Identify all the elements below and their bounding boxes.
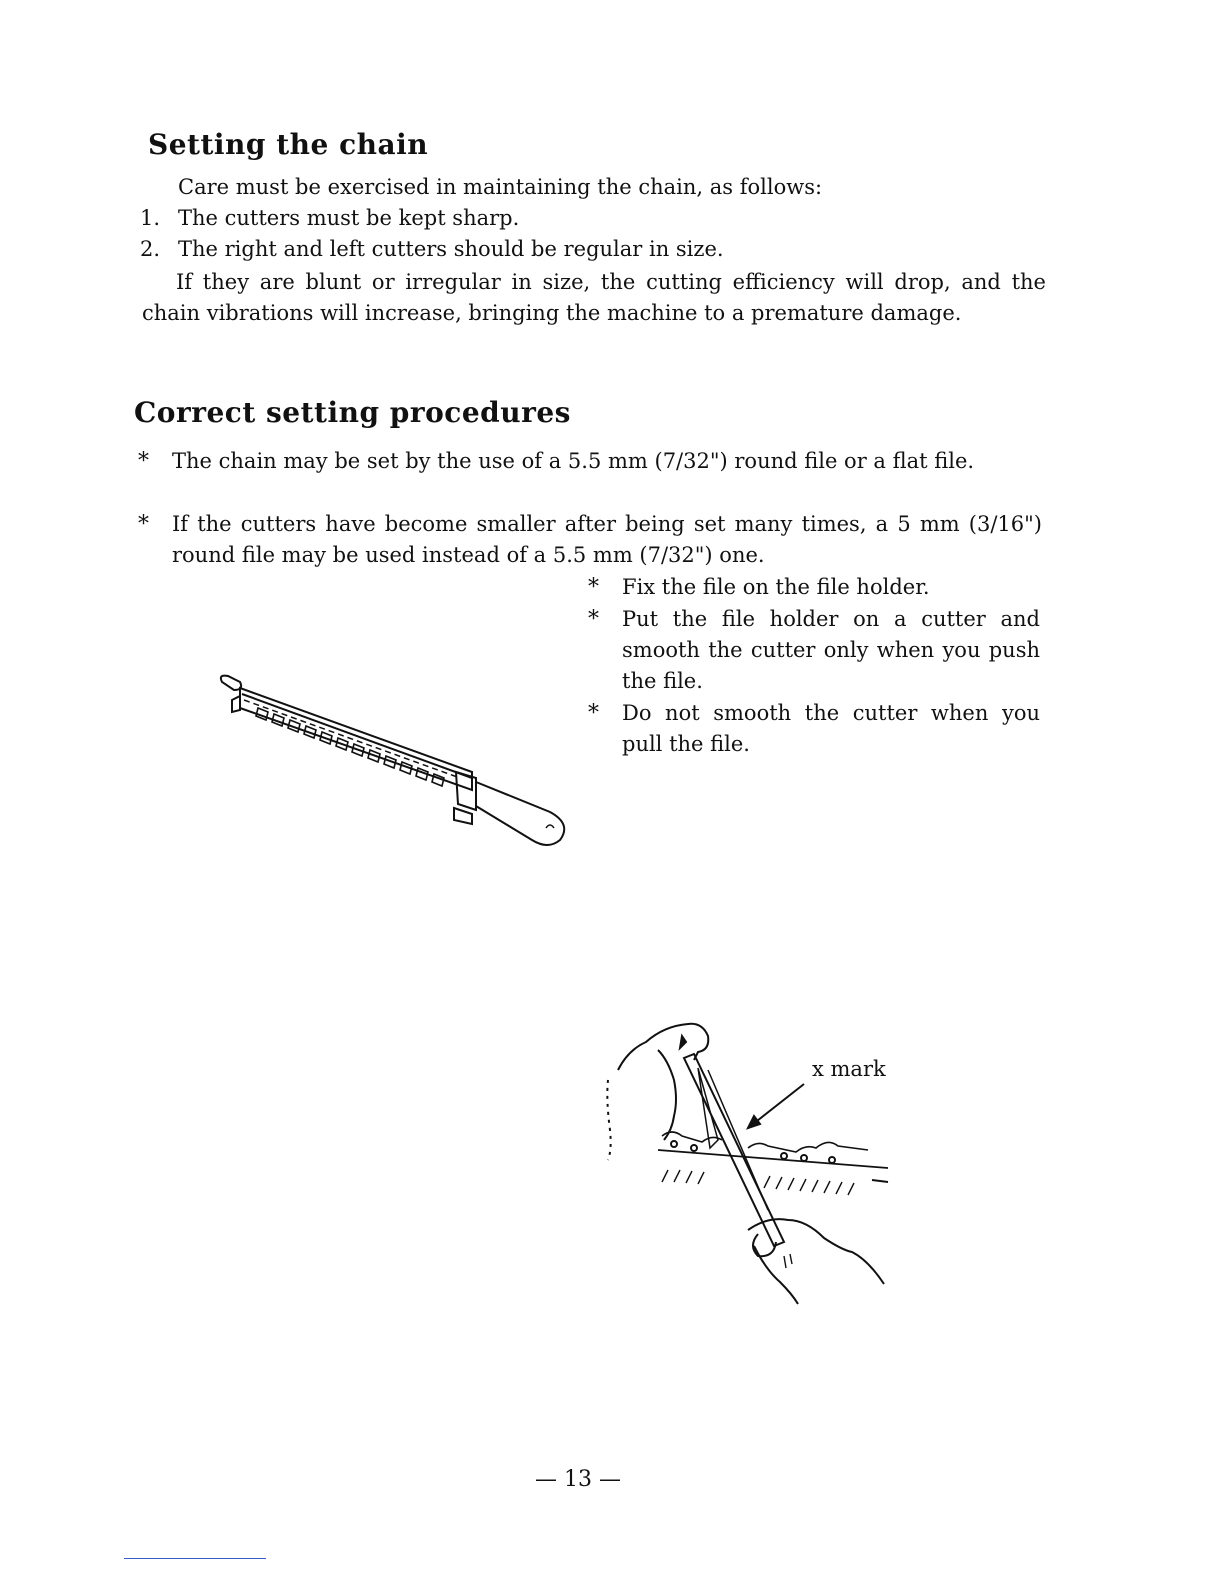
file-holder-illustration [210, 660, 580, 850]
page-number: — 13 — [535, 1467, 621, 1492]
step-text: Put the file holder on a cutter and smooth the cutter only when you push the file. [622, 607, 1040, 693]
intro-text: Care must be exercised in maintaining the chain, as follows: [178, 175, 823, 199]
step-mark: * [588, 701, 599, 726]
section-heading-correct-procedures: Correct setting procedures [134, 396, 571, 429]
bullet-text: The chain may be set by the use of a 5.5 mm (7/32") round file or a flat file. [172, 449, 975, 473]
step-mark: * [588, 575, 599, 600]
step-text: Do not smooth the cutter when you pull the file. [622, 701, 1040, 756]
section-heading-setting-chain: Setting the chain [148, 128, 429, 161]
list-item-number: 2. [140, 237, 161, 261]
list-item-number: 1. [140, 206, 161, 230]
bullet-mark: * [138, 512, 149, 537]
warning-paragraph: If they are blunt or irregular in size, the cutting efficiency will drop, and the chain vibrations will increase, bringing the machine to a premature damage. [142, 270, 1046, 325]
list-item-text: The cutters must be kept sharp. [178, 206, 520, 230]
step-text: Fix the file on the file holder. [622, 575, 930, 599]
bullet-mark: * [138, 449, 149, 474]
x-mark-label: x mark [812, 1057, 886, 1081]
footer-divider [124, 1558, 266, 1559]
list-item-text: The right and left cutters should be regular in size. [178, 237, 724, 261]
bullet-text: If the cutters have become smaller after being set many times, a 5 mm (3/16") round file may be used instead of a 5.5 mm (7/32") one. [172, 512, 1042, 567]
step-mark: * [588, 607, 599, 632]
